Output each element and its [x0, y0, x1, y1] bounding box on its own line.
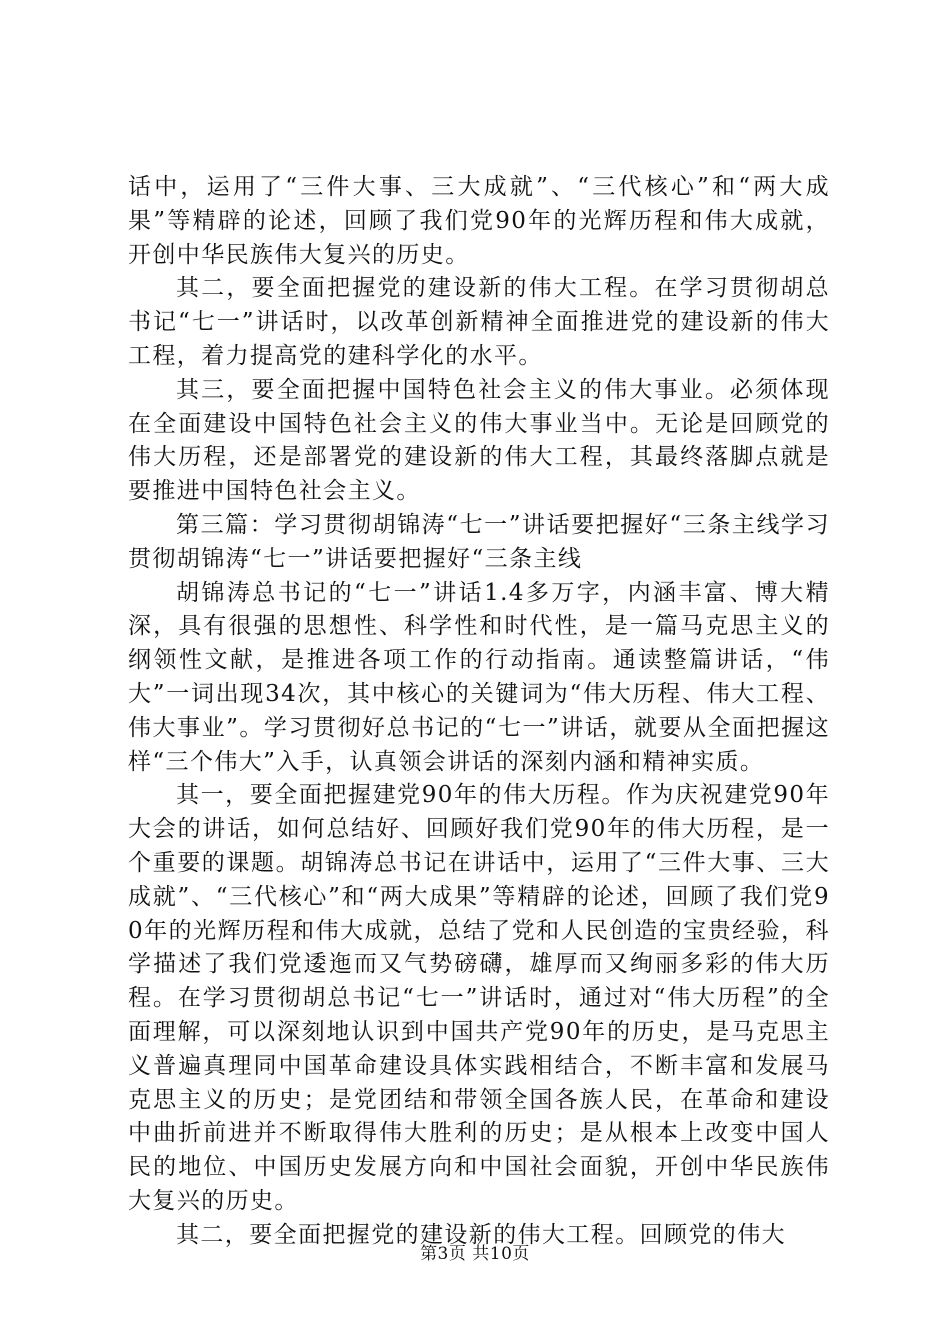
- paragraph: 其二，要全面把握党的建设新的伟大工程。回顾党的伟大: [176, 1221, 786, 1248]
- page-number-footer: 第3页 共10页: [420, 1244, 530, 1264]
- paragraph: 其二，要全面把握党的建设新的伟大工程。在学习贯彻胡总书记“七一”讲话时，以改革创新精神全面推进党的建设新的伟大工程，着力提高党的建科学化的水平。: [128, 275, 830, 369]
- paragraph-continuation: 话中，运用了“三件大事、三大成就”、“三代核心”和“两大成果”等精辟的论述，回顾了我们党90年的光辉历程和伟大成就，开创中华民族伟大复兴的历史。: [128, 174, 830, 268]
- paragraph: 其三，要全面把握中国特色社会主义的伟大事业。必须体现在全面建设中国特色社会主义的伟大事业当中。无论是回顾党的伟大历程，还是部署党的建设新的伟大工程，其最终落脚点就是要推进中国特色社会主义。: [128, 376, 830, 505]
- body-text: [128, 171, 830, 1253]
- paragraph: 胡锦涛总书记的“七一”讲话1.4多万字，内涵丰富、博大精深，具有很强的思想性、科学性和时代性，是一篇马克思主义的纲领性文献，是推进各项工作的行动指南。通读整篇讲话，“伟大”一词出现34次，其中核心的关键词为“伟大历程、伟大工程、伟大事业”。学习贯彻好总书记的“七一”讲话，就要从全面把握这样“三个伟大”入手，认真领会讲话的深刻内涵和精神实质。: [128, 579, 830, 775]
- paragraph: 其一，要全面把握建党90年的伟大历程。作为庆祝建党90年大会的讲话，如何总结好、回顾好我们党90年的伟大历程，是一个重要的课题。胡锦涛总书记在讲话中，运用了“三件大事、三大成就”、“三代核心”和“两大成果”等精辟的论述，回顾了我们党90年的光辉历程和伟大成就，总结了党和人民创造的宝贵经验，科学描述了我们党逶迤而又气势磅礴，雄厚而又绚丽多彩的伟大历程。在学习贯彻胡总书记“七一”讲话时，通过对“伟大历程”的全面理解，可以深刻地认识到中国共产党90年的历史，是马克思主义普遍真理同中国革命建设具体实践相结合，不断丰富和发展马克思主义的历史；是党团结和带领全国各族人民，在革命和建设中曲折前进并不断取得伟大胜利的历史；是从根本上改变中国人民的地位、中国历史发展方向和中国社会面貌，开创中华民族伟大复兴的历史。: [128, 782, 830, 1214]
- section-heading: 第三篇：学习贯彻胡锦涛“七一”讲话要把握好“三条主线学习贯彻胡锦涛“七一”讲话要把握好“三条主线: [128, 511, 830, 572]
